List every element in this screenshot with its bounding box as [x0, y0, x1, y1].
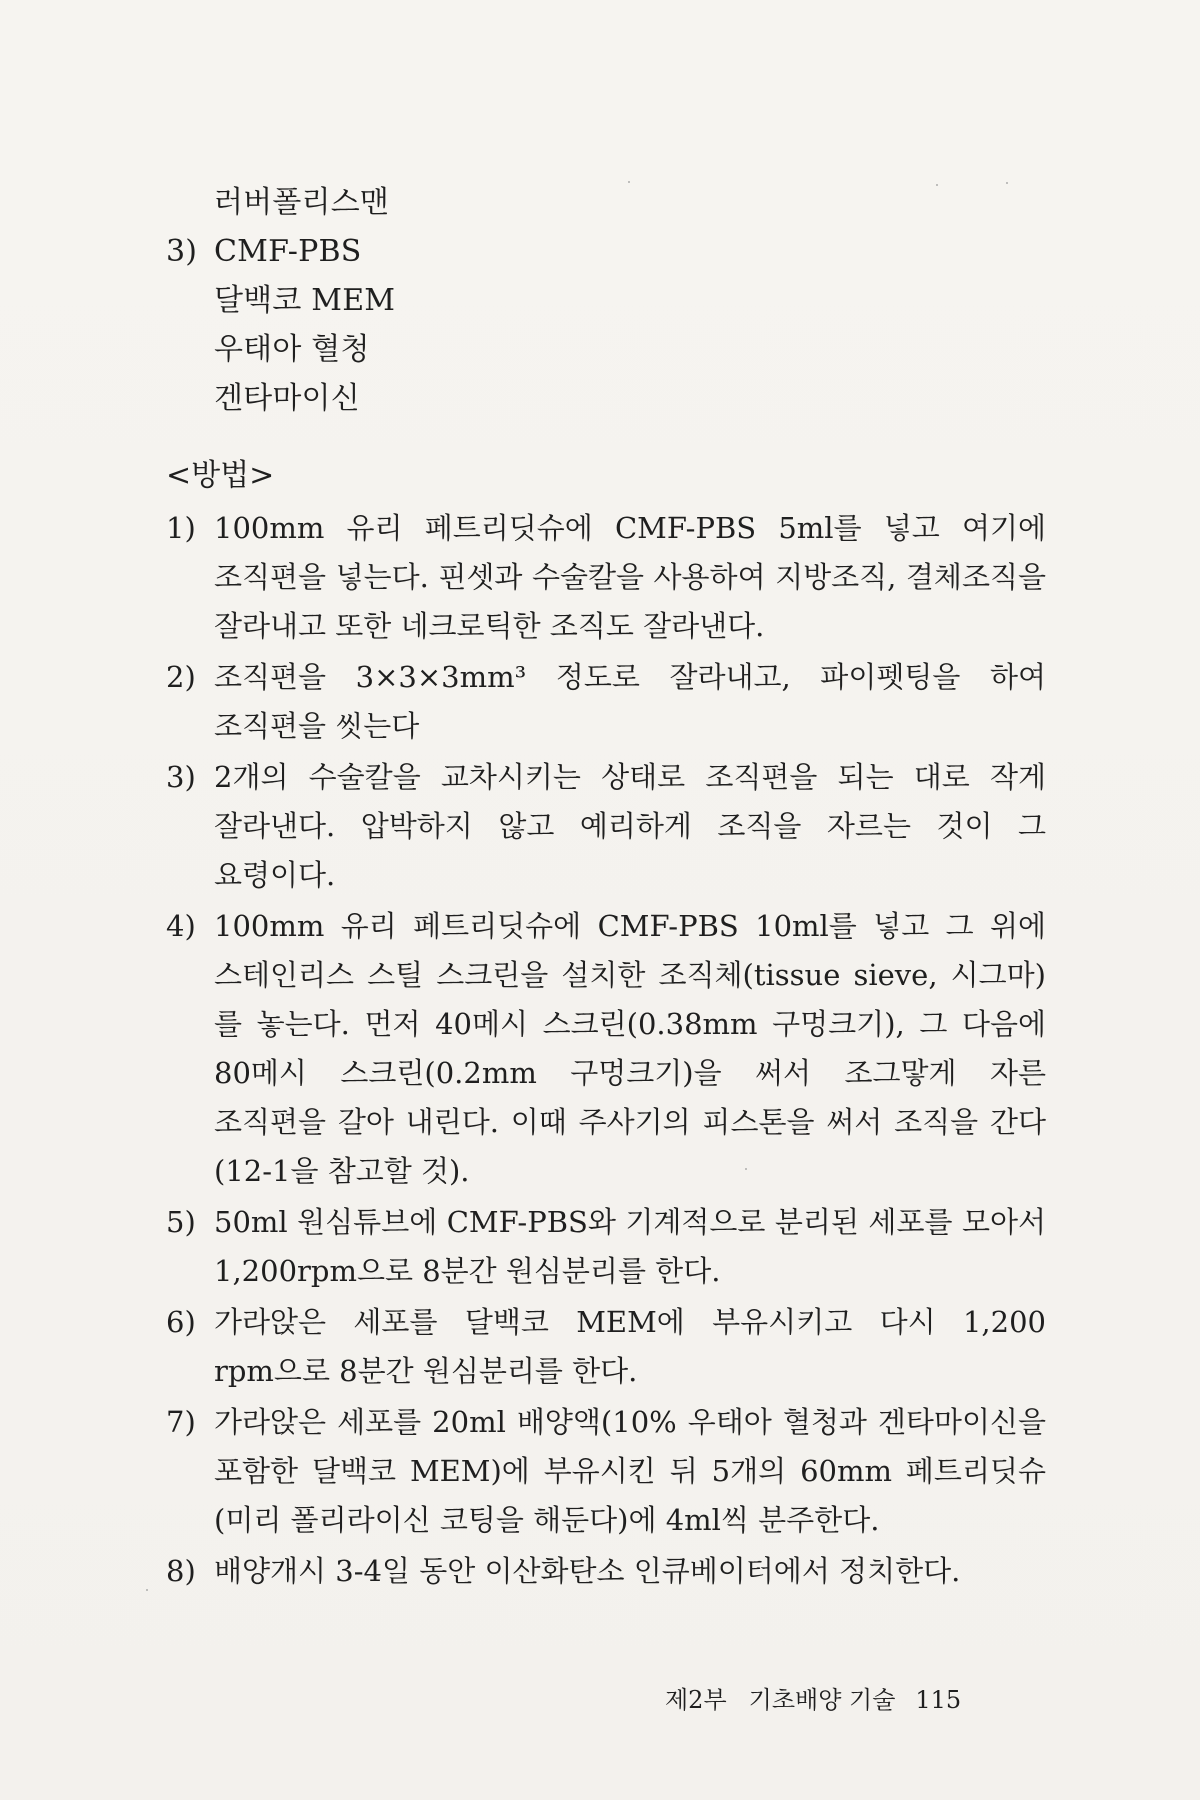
material-number-2: 3): [166, 234, 198, 269]
method-step-7: [166, 1398, 1046, 1545]
step-number-4: 4): [166, 909, 196, 943]
step-number-3: 3): [166, 760, 196, 794]
method-step-2: [166, 653, 1046, 751]
step-text-7: 가라앉은 세포를 20ml 배양액(10% 우태아 혈청과 겐타마이신을 포함한 달백코 MEM)에 부유시킨 뒤 5개의 60mm 페트리딧슈(미리 폴리라이신 코팅을 해둔다)에 4ml씩 분주한다.: [214, 1405, 1046, 1537]
step-number-8: 8): [166, 1554, 196, 1588]
method-heading: <방법>: [166, 458, 275, 493]
material-text-3: 달백코 MEM: [214, 283, 396, 318]
material-line-2: [166, 227, 1046, 276]
step-text-2: 조직편을 3×3×3mm³ 정도로 잘라내고, 파이펫팅을 하여 조직편을 씻는다: [214, 660, 1046, 743]
material-line-3: [214, 276, 1046, 325]
step-number-5: 5): [166, 1205, 196, 1239]
material-line-4: [214, 325, 1046, 374]
scan-dot: [146, 1589, 148, 1591]
material-text-2: CMF-PBS: [214, 234, 362, 269]
material-text-1: 러버폴리스맨: [214, 185, 390, 220]
page-footer: [665, 1684, 1005, 1716]
footer-part-label: 제2부: [665, 1686, 727, 1714]
page-content: [166, 178, 1046, 1598]
method-step-4: [166, 902, 1046, 1196]
method-steps: [166, 504, 1046, 1596]
step-text-1: 100mm 유리 페트리딧슈에 CMF-PBS 5ml를 넣고 여기에 조직편을 넣는다. 핀셋과 수술칼을 사용하여 지방조직, 결체조직을 잘라내고 또한 네크로틱한 조직도 잘라낸다.: [214, 511, 1046, 643]
material-text-5: 겐타마이신: [214, 381, 360, 416]
step-number-7: 7): [166, 1405, 196, 1439]
step-text-5: 50ml 원심튜브에 CMF-PBS와 기계적으로 분리된 세포를 모아서 1,200rpm으로 8분간 원심분리를 한다.: [214, 1205, 1046, 1288]
page-number: 115: [915, 1686, 962, 1714]
footer-title: 기초배양 기술: [748, 1686, 896, 1714]
method-step-8: [166, 1547, 1046, 1596]
step-number-6: 6): [166, 1305, 196, 1339]
method-step-3: [166, 753, 1046, 900]
step-text-6: 가라앉은 세포를 달백코 MEM에 부유시키고 다시 1,200 rpm으로 8분간 원심분리를 한다.: [214, 1305, 1046, 1388]
material-line-1: [214, 178, 1046, 227]
material-line-5: [214, 374, 1046, 423]
material-text-4: 우태아 혈청: [214, 332, 370, 367]
materials-list: [166, 178, 1046, 423]
step-number-1: 1): [166, 511, 196, 545]
step-text-4: 100mm 유리 페트리딧슈에 CMF-PBS 10ml를 넣고 그 위에 스테인리스 스틸 스크린을 설치한 조직체(tissue sieve, 시그마)를 놓는다. 먼저 40메시 스크린(0.38mm 구멍크기), 그 다음에 80메시 스크린(0.2mm 구멍크기)을 써서 조그맣게 자른 조직편을 갈아 내린다. 이때 주사기의 피스톤을 써서 조직을 간다(12-1을 참고할 것).: [214, 909, 1046, 1188]
step-text-8: 배양개시 3-4일 동안 이산화탄소 인큐베이터에서 정치한다.: [214, 1554, 961, 1588]
method-step-6: [166, 1298, 1046, 1396]
method-step-5: [166, 1198, 1046, 1296]
step-text-3: 2개의 수술칼을 교차시키는 상태로 조직편을 되는 대로 작게 잘라낸다. 압박하지 않고 예리하게 조직을 자르는 것이 그 요령이다.: [214, 760, 1046, 892]
step-number-2: 2): [166, 660, 196, 694]
method-step-1: [166, 504, 1046, 651]
